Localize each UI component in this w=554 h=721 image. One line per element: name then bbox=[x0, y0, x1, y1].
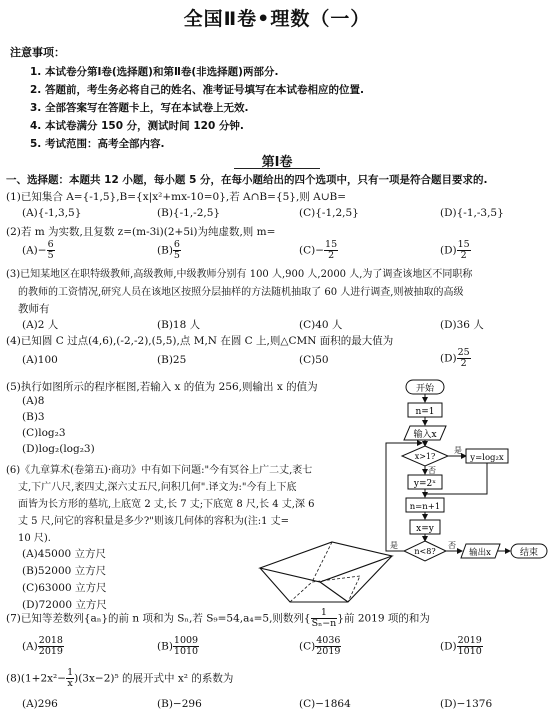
question-3-line: (3)已知某地区在职特级教师,高级教师,中级教师分别有 100 人,900 人,2000 人,为了调查该地区不同职称 bbox=[6, 269, 473, 280]
flow-yes-label: 是 bbox=[454, 446, 462, 455]
flow-condition-2-label: n<8? bbox=[414, 547, 436, 556]
q7-stem-fraction bbox=[311, 608, 338, 629]
flow-log-label: y=log₂x bbox=[470, 453, 504, 463]
q7-option-label: (A) bbox=[22, 640, 38, 653]
flow-output-label: 输出x bbox=[469, 548, 491, 558]
fraction-numerator: 1009 bbox=[173, 635, 199, 646]
q8-stem-pre: (8)(1+2x²− bbox=[6, 672, 67, 685]
tomb-pit-figure bbox=[250, 536, 400, 616]
question-8-stem bbox=[6, 668, 233, 689]
q4-option-b: (B)25 bbox=[157, 354, 187, 366]
q1-option-c: (C){-1,2,5} bbox=[299, 207, 359, 219]
q7-stem-post: }前 2019 项的和为 bbox=[337, 612, 430, 625]
fraction-numerator: 2019 bbox=[457, 635, 482, 646]
q7-option-a bbox=[22, 636, 64, 657]
flow-exp-label: y=2ˣ bbox=[413, 479, 437, 489]
q2-option-label: (B) bbox=[157, 244, 173, 257]
question-1-stem: (1)已知集合 A={-1,5},B={x|x²+mx-10=0},若 A∩B={5},则 A∪B= bbox=[6, 191, 347, 203]
q1-option-b: (B){-1,-2,5} bbox=[157, 207, 221, 219]
flow-assign-label: x=y bbox=[416, 524, 434, 534]
fraction-denominator: 2019 bbox=[316, 646, 341, 657]
notice-item: 5. 考试范围：高考全部内容. bbox=[30, 138, 165, 150]
q2-option-label: (A) bbox=[22, 244, 38, 257]
fraction-numerator: 4036 bbox=[316, 635, 341, 646]
question-3-line: 教师有 bbox=[18, 303, 50, 315]
flow-exit-no-label: 否 bbox=[448, 541, 456, 550]
q7-option-label: (D) bbox=[440, 640, 457, 653]
q2-option-a bbox=[22, 240, 55, 261]
q2-option-label: (C) bbox=[299, 244, 316, 257]
fraction-denominator: x bbox=[67, 678, 73, 689]
q5-option-b: (B)3 bbox=[22, 411, 45, 423]
q7-fraction bbox=[38, 636, 64, 657]
q3-option-b: (B)18 人 bbox=[157, 319, 201, 331]
question-7-stem bbox=[6, 608, 430, 629]
question-6-line: 丈 5 尺,问它的容积量是多少?"则该几何体的容积为(注:1 丈= bbox=[18, 516, 290, 527]
question-2-stem: (2)若 m 为实数,且复数 z=(m-3i)(2+5i)为纯虚数,则 m= bbox=[6, 226, 276, 238]
q6-option-c: (C)63000 立方尺 bbox=[22, 582, 107, 594]
q4-option-a: (A)100 bbox=[22, 354, 58, 366]
fraction-denominator: 1010 bbox=[173, 646, 199, 657]
page-title: 全国Ⅱ卷•理数（一） bbox=[183, 8, 371, 30]
question-6-line: 丈,下广八尺,袤四丈,深六丈五尺,问积几何".译文为:"今有上下底 bbox=[18, 482, 297, 493]
q5-option-d: (D)log₂(log₂3) bbox=[22, 443, 95, 455]
q7-stem-pre: (7)已知等差数列{aₙ}的前 n 项和为 Sₙ,若 S₉=54,a₄=5,则数列{ bbox=[6, 612, 311, 625]
question-4-stem: (4)已知圆 C 过点(4,6),(-2,-2),(5,5),点 M,N 在圆 C 上,则△CMN 面积的最大值为 bbox=[6, 335, 394, 347]
q7-fraction bbox=[315, 636, 341, 657]
q8-stem-post: )(3x−2)⁵ 的展开式中 x² 的系数为 bbox=[74, 672, 234, 685]
q3-option-a: (A)2 人 bbox=[22, 319, 59, 331]
q4-option-d bbox=[440, 348, 471, 369]
flow-increment-label: n=n+1 bbox=[409, 502, 441, 512]
fraction-numerator: 15 bbox=[457, 239, 470, 250]
q2-option-d bbox=[440, 240, 471, 261]
q7-fraction bbox=[173, 636, 199, 657]
q3-option-c: (C)40 人 bbox=[299, 319, 343, 331]
q1-option-d: (D){-1,-3,5} bbox=[440, 207, 504, 219]
q2-sign: − bbox=[37, 244, 47, 257]
q6-option-a: (A)45000 立方尺 bbox=[22, 548, 107, 560]
notice-item: 1. 本试卷分第Ⅰ卷(选择题)和第Ⅱ卷(非选择题)两部分. bbox=[30, 66, 279, 78]
question-5-stem: (5)执行如图所示的程序框图,若输入 x 的值为 256,则输出 x 的值为 bbox=[6, 381, 318, 393]
notice-item: 2. 答题前，考生务必将自己的姓名、准考证号填写在本试卷相应的位置. bbox=[30, 84, 364, 96]
flow-loop-yes-label: 是 bbox=[390, 541, 398, 550]
flow-start-label: 开始 bbox=[415, 384, 435, 394]
notice-item: 4. 本试卷满分 150 分，测试时间 120 分钟. bbox=[30, 120, 244, 132]
q6-option-d: (D)72000 立方尺 bbox=[22, 599, 107, 611]
flow-condition-1-label: x>1? bbox=[414, 452, 436, 461]
fraction-denominator: 2 bbox=[460, 250, 467, 261]
q1-option-a: (A){-1,3,5} bbox=[22, 207, 82, 219]
q8-option-a: (A)296 bbox=[22, 698, 58, 710]
q8-option-c: (C)−1864 bbox=[299, 698, 351, 710]
q2-option-b bbox=[157, 240, 181, 261]
question-6-line: (6)《九章算术(卷第五)·商功》中有如下问题:"今有冥谷上广二丈,袤七 bbox=[6, 465, 313, 476]
q7-option-d bbox=[440, 636, 483, 657]
q2-fraction bbox=[173, 240, 181, 261]
section-divider bbox=[234, 168, 320, 169]
q3-option-d: (D)36 人 bbox=[440, 319, 484, 331]
question-3-line: 的教师的工资情况,研究人员在该地区按照分层抽样的方法随机抽取了 60 人进行调查,则被抽取的高级 bbox=[18, 287, 464, 298]
flow-no-label: 否 bbox=[428, 466, 436, 475]
q7-option-label: (B) bbox=[157, 640, 173, 653]
fraction-numerator: 1 bbox=[311, 608, 338, 619]
q2-sign: − bbox=[315, 244, 325, 257]
flow-end-label: 结束 bbox=[519, 548, 539, 558]
q2-fraction bbox=[47, 240, 55, 261]
flow-input-label: 输入x bbox=[413, 430, 437, 440]
notice-item: 3. 全部答案写在答题卡上，写在本试卷上无效. bbox=[30, 102, 249, 114]
q7-fraction bbox=[457, 636, 483, 657]
fraction-denominator: 1010 bbox=[457, 646, 482, 657]
q7-option-b bbox=[157, 636, 199, 657]
fraction-numerator: 6 bbox=[173, 239, 180, 250]
q2-fraction bbox=[457, 240, 471, 261]
fraction-numerator: 25 bbox=[457, 347, 470, 358]
q4-fraction bbox=[457, 348, 471, 369]
section-title: 第Ⅰ卷 bbox=[261, 155, 293, 170]
q8-option-b: (B)−296 bbox=[157, 698, 202, 710]
q2-option-c bbox=[299, 240, 338, 261]
q2-fraction bbox=[324, 240, 338, 261]
fraction-numerator: 1 bbox=[67, 667, 74, 678]
q6-option-b: (B)52000 立方尺 bbox=[22, 565, 107, 577]
fraction-denominator: Sₙ−n bbox=[311, 618, 337, 629]
program-flowchart bbox=[384, 378, 550, 568]
fraction-numerator: 15 bbox=[325, 239, 338, 250]
fraction-denominator: 2019 bbox=[38, 646, 63, 657]
q8-option-d: (D)−1376 bbox=[440, 698, 493, 710]
fraction-denominator: 2 bbox=[328, 250, 335, 261]
fraction-denominator: 5 bbox=[173, 250, 180, 261]
question-6-line: 面皆为长方形的墓坑,上底宽 2 丈,长 7 丈;下底宽 8 尺,长 4 丈,深 6 bbox=[18, 499, 315, 510]
q4-option-c: (C)50 bbox=[299, 354, 329, 366]
notice-heading: 注意事项： bbox=[10, 46, 65, 59]
part-heading: 一、选择题：本题共 12 小题，每小题 5 分，在每小题给出的四个选项中，只有一项是符合题目要求的. bbox=[6, 174, 488, 186]
q5-option-a: (A)8 bbox=[22, 395, 45, 407]
q4-option-label: (D) bbox=[440, 352, 457, 365]
question-6-line: 10 尺). bbox=[18, 533, 51, 544]
fraction-numerator: 2018 bbox=[38, 635, 63, 646]
q2-option-label: (D) bbox=[440, 244, 457, 257]
q7-option-c bbox=[299, 636, 341, 657]
flow-init-label: n=1 bbox=[415, 407, 435, 417]
fraction-numerator: 6 bbox=[47, 239, 54, 250]
q5-option-c: (C)log₂3 bbox=[22, 427, 66, 439]
fraction-denominator: 5 bbox=[47, 250, 54, 261]
q7-option-label: (C) bbox=[299, 640, 316, 653]
fraction-denominator: 2 bbox=[460, 358, 467, 369]
q8-stem-fraction bbox=[66, 668, 74, 689]
